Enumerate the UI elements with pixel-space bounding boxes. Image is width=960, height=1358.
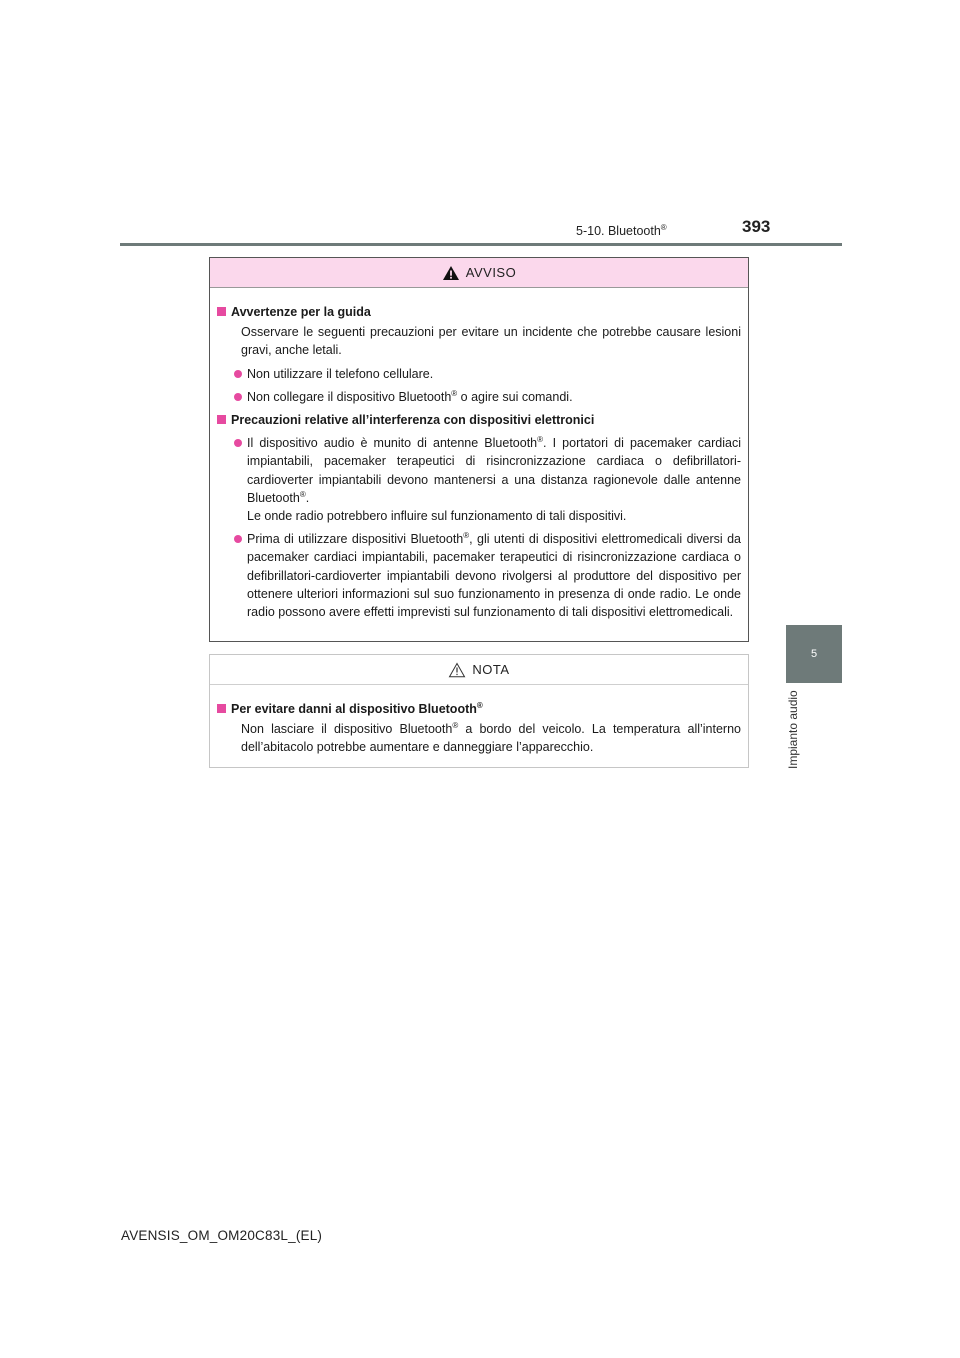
registered-mark: ® [463, 531, 470, 541]
registered-mark: ® [476, 700, 483, 710]
header-divider [120, 243, 842, 246]
warning-body [210, 288, 748, 621]
list-item [216, 530, 741, 621]
list-item-text: Prima di utilizzare dispositivi Bluetooth®, gli utenti di dispositivi elettromedicali diversi da pacemaker cardiaci impiantabili, pacemaker terapeutici di risincronizzazione cardiaca o defibrillatori-cardioverter impiantabili devono rivolgersi al produttore del dispositivo per ottenere ulteriori informazioni sul suo funzionamento in presenza di onde radio. Le onde radio possono avere effetti imprevisti sul funzionamento di tali dispositivi elettromedicali. [247, 531, 741, 620]
registered-mark: ® [299, 489, 306, 499]
section-title [576, 224, 667, 238]
warning-box [209, 257, 749, 642]
section-heading [216, 700, 741, 718]
square-bullet-icon [217, 704, 226, 713]
section-heading [216, 303, 741, 321]
square-bullet-icon [217, 415, 226, 424]
round-bullet-icon [234, 393, 242, 401]
chapter-label: Impianto audio [786, 690, 800, 769]
list-item [216, 434, 741, 525]
square-bullet-icon [217, 307, 226, 316]
warning-triangle-icon [442, 265, 460, 281]
section-heading-text: Precauzioni relative all’interferenza con dispositivi elettronici [231, 413, 595, 428]
notice-box [209, 654, 749, 768]
document-code: AVENSIS_OM_OM20C83L_(EL) [121, 1228, 323, 1243]
warning-title: AVVISO [465, 265, 517, 280]
list-item-text: Non collegare il dispositivo Bluetooth® o agire sui comandi. [247, 388, 573, 404]
caution-triangle-icon [448, 662, 466, 678]
registered-mark: ® [537, 435, 544, 445]
section-heading [216, 411, 741, 429]
list-item-text: Non utilizzare il telefono cellulare. [247, 366, 434, 381]
round-bullet-icon [234, 439, 242, 447]
registered-mark: ® [660, 222, 667, 232]
round-bullet-icon [234, 535, 242, 543]
section-heading-text: Avvertenze per la guida [231, 305, 371, 319]
section-heading-text: Per evitare danni al dispositivo Bluetooth® [231, 700, 483, 716]
round-bullet-icon [234, 370, 242, 378]
registered-mark: ® [451, 388, 458, 398]
page-number: 393 [742, 217, 771, 236]
registered-mark: ® [452, 721, 459, 731]
warning-header [210, 258, 748, 288]
notice-title: NOTA [472, 662, 510, 677]
notice-body [210, 685, 748, 757]
list-item-text: Il dispositivo audio è munito di antenne Bluetooth®. I portatori di pacemaker cardiaci impiantabili, pacemaker terapeutici di risincronizzazione cardiaca o defibrillatori-cardioverter impiantabili devono mantenersi a una distanza ragionevole dalle antenne Bluetooth®. Le onde radio potrebbero influire sul funzionamento di tali dispositivi. [247, 435, 741, 524]
list-item [216, 388, 741, 406]
list-item [216, 365, 741, 383]
notice-header [210, 655, 748, 685]
paragraph: Osservare le seguenti precauzioni per evitare un incidente che potrebbe causare lesioni gravi, anche letali. [241, 325, 741, 358]
paragraph: Non lasciare il dispositivo Bluetooth® a bordo del veicolo. La temperatura all’interno dell’abitacolo potrebbe aumentare e danneggiare l’apparecchio. [241, 721, 741, 755]
section-title-text: 5-10. Bluetooth [576, 224, 661, 238]
chapter-tab: 5 [786, 625, 842, 683]
